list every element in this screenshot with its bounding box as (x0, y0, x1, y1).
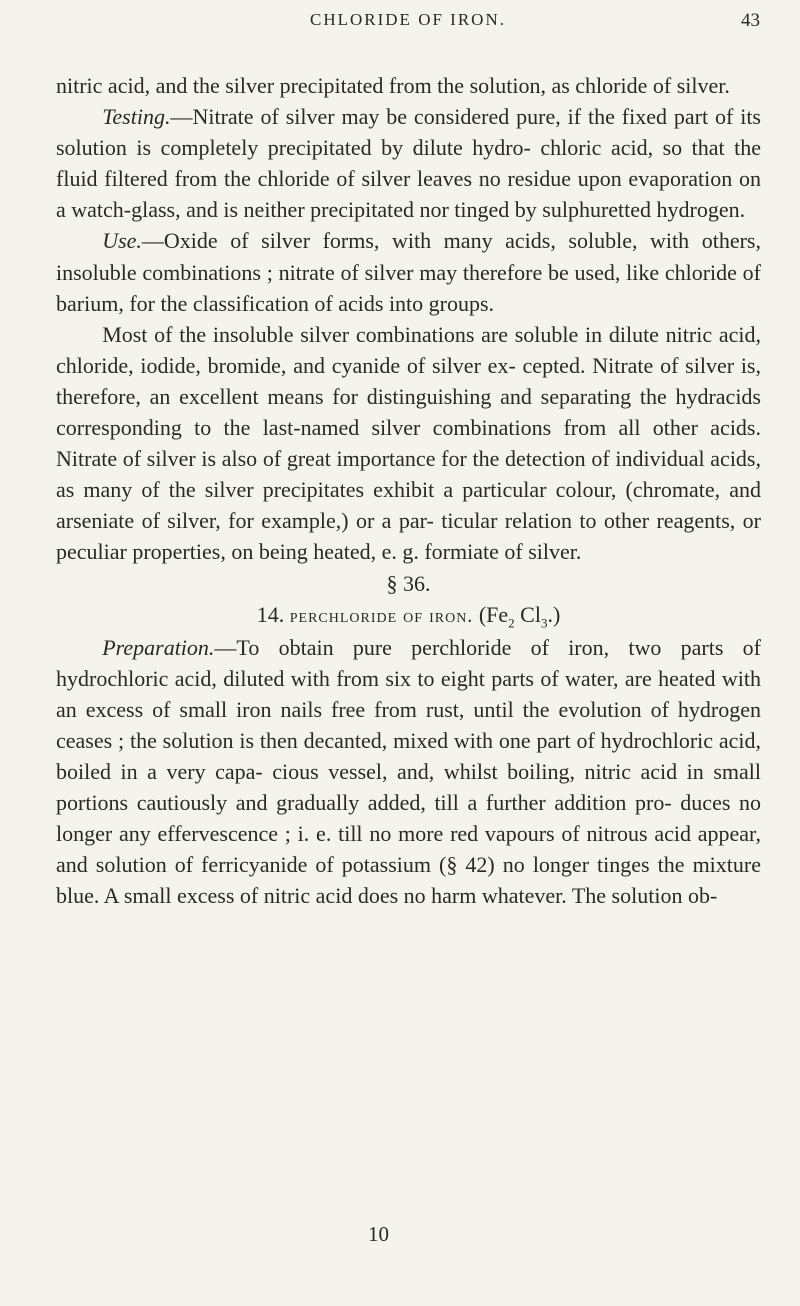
testing-text: —Nitrate of silver may be considered pure, if the fixed part of its solution is completely precipitated by dilute hydro- chloric acid, so that the fluid filtered from the chloride of silver leaves no residue upon evaporation on a watch-glass, and is neither precipitated nor tinged by sulphuretted hydrogen. (56, 104, 761, 223)
preparation-label: Preparation. (102, 634, 215, 660)
running-title: CHLORIDE OF IRON. (310, 10, 506, 29)
heading-number: 14. (256, 601, 285, 627)
paragraph-use (56, 225, 761, 318)
paragraph-testing (56, 101, 761, 225)
testing-label: Testing. (102, 104, 171, 130)
heading-name: perchloride of iron. (289, 604, 474, 627)
running-head (56, 10, 760, 46)
page-number: 43 (741, 10, 760, 31)
preparation-text: —To obtain pure perchloride of iron, two parts of hydrochloric acid, diluted with from six to eight parts of water, are heated with an excess of small iron nails free from rust, until the evolution of hydrogen ceases ; the solution is then decanted, mixed with one part of hydrochloric acid, boiled in a very capa- cious vessel, and, whilst boiling, nitric acid in small portions cautiously and gradually added, till a further addition pro- duces no longer any effervescence ; i. e. till no more red vapours of nitrous acid appear, and solution of ferricyanide of potassium (§ 42) no longer tinges the mixture blue. A small excess of nitric acid does no harm whatever. The solution ob- (56, 634, 761, 909)
body-text (56, 70, 761, 912)
signature-mark: 10 (368, 1222, 389, 1246)
use-label: Use. (102, 228, 142, 254)
paragraph-preparation (56, 632, 761, 912)
use-text: —Oxide of silver forms, with many acids, soluble, with others, insoluble combinations ; nitrate of silver may therefore be used, like chloride of barium, for the classification of acids into groups. (56, 228, 761, 316)
paragraph-insoluble: Most of the insoluble silver combinations are soluble in dilute nitric acid, chloride, iodide, bromide, and cyanide of silver ex- cepted. Nitrate of silver is, therefore, an excellent means for distinguishing and separating the hydracids corresponding to the last-named silver combinations from all other acids. Nitrate of silver is also of great importance for the detection of individual acids, as many of the silver precipitates exhibit a particular colour, (chromate, and arseniate of silver, for example,) or a par- ticular relation to other reagents, or peculiar properties, on being heated, e. g. formiate of silver. (56, 321, 761, 565)
section-heading (56, 599, 761, 632)
paragraph-continuation: nitric acid, and the silver precipitated from the solution, as chloride of silver. (56, 73, 730, 98)
section-mark: § 36. (386, 570, 431, 596)
heading-formula: ($Fe_2$ $Cl_3$.) (478, 601, 561, 630)
